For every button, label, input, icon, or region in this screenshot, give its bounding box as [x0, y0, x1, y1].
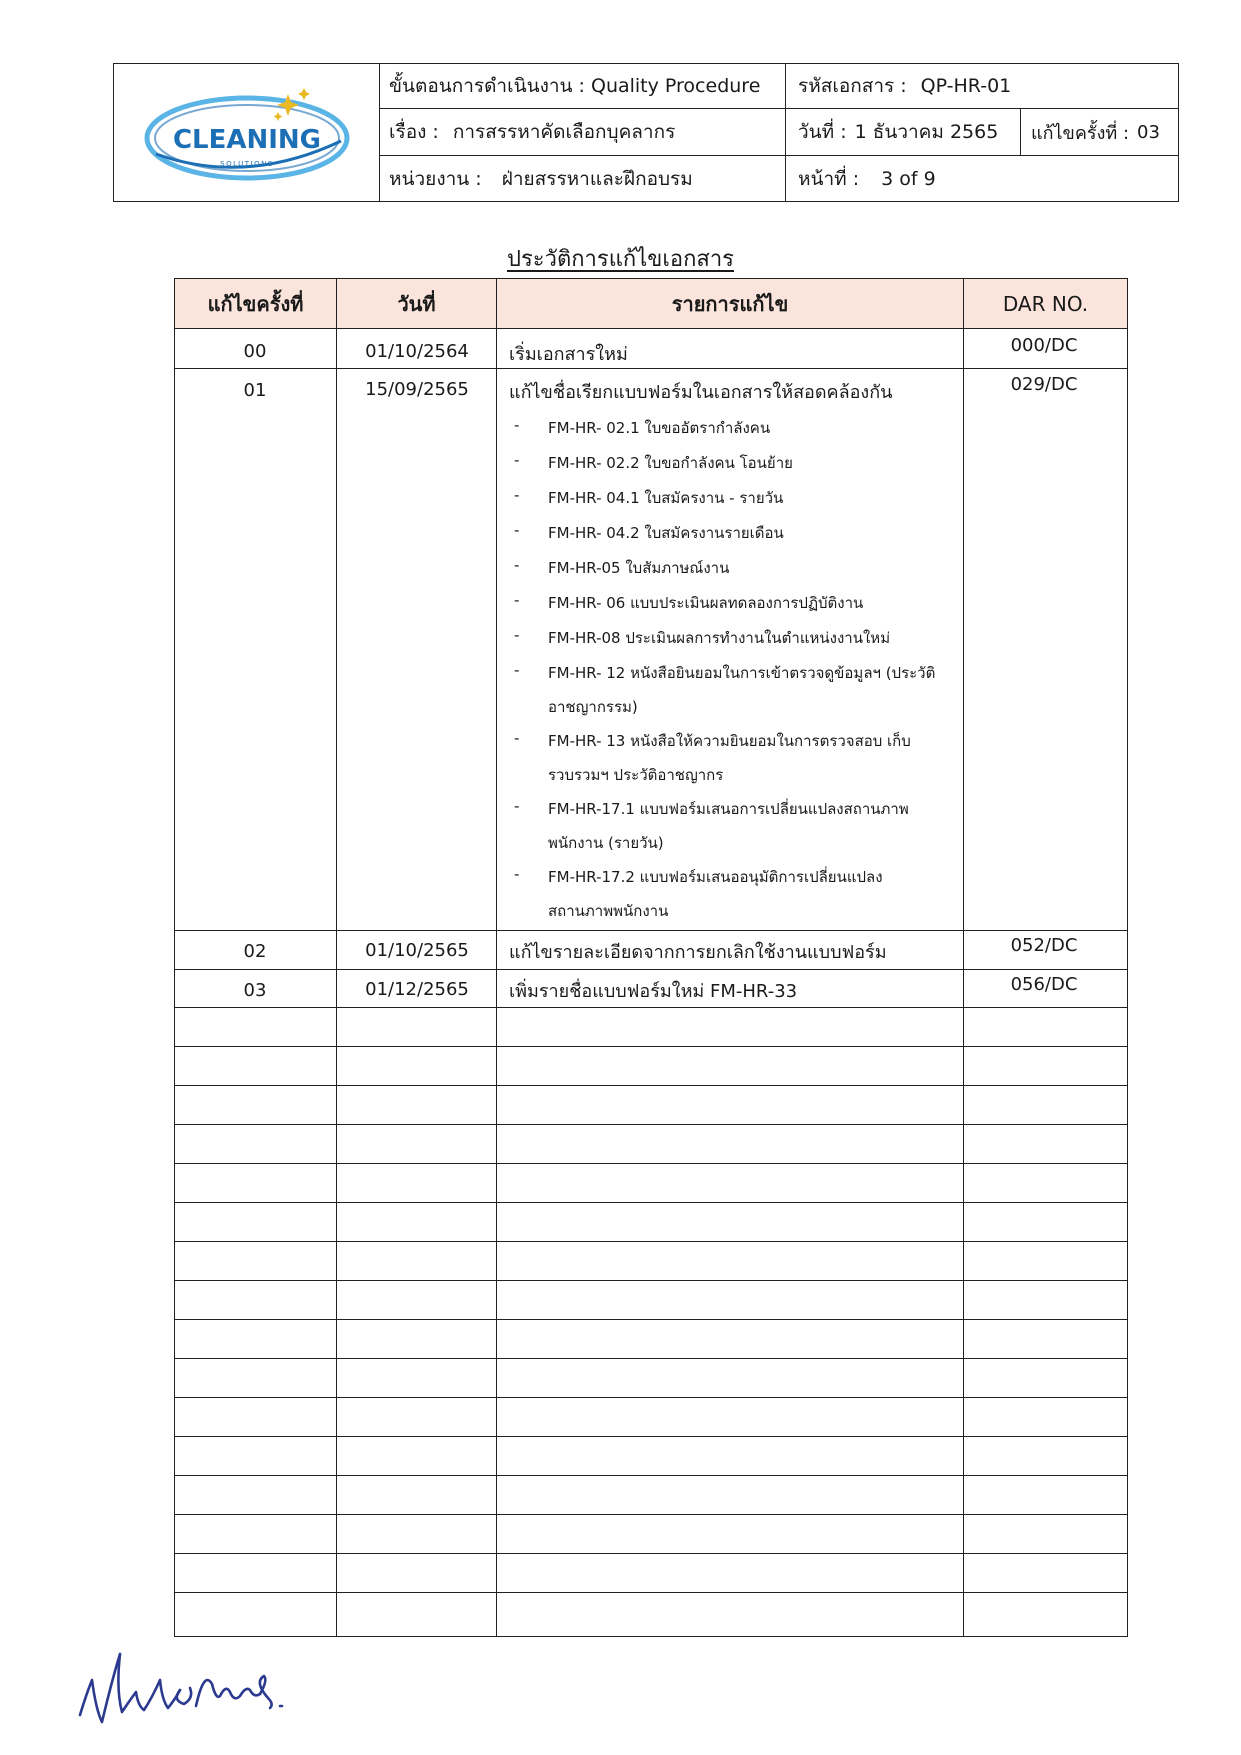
row-divider	[175, 1592, 1127, 1593]
handwritten-signature	[72, 1640, 292, 1735]
doc-code-label: รหัสเอกสาร :	[798, 75, 907, 97]
row-divider	[175, 1553, 1127, 1554]
row-01-date: 15/09/2565	[365, 379, 469, 400]
page-label: หน้าที่ :	[798, 167, 860, 190]
row-divider	[175, 1358, 1127, 1359]
doc-code-value: QP-HR-01	[920, 75, 1012, 97]
row-01-revision: 01	[243, 380, 267, 401]
row-00-revision: 00	[243, 341, 267, 362]
row-divider	[175, 1397, 1127, 1398]
procedure-type: ขั้นตอนการดำเนินงาน : Quality Procedure	[379, 64, 786, 108]
page-cell	[786, 156, 1178, 201]
row-divider	[175, 969, 1127, 970]
row-03-revision: 03	[243, 980, 267, 1001]
header-row-2	[379, 109, 1178, 156]
row-03-date: 01/12/2565	[365, 979, 469, 1000]
revision-cell	[1021, 109, 1178, 155]
row-divider	[175, 1085, 1127, 1086]
subject-cell	[379, 109, 786, 155]
date-cell	[786, 109, 1021, 155]
row-00-dar: 000/DC	[1010, 335, 1078, 356]
header-row-1	[379, 64, 1178, 109]
row-divider	[175, 1163, 1127, 1164]
row-divider	[175, 368, 1127, 369]
col-header-date: วันที่	[337, 279, 497, 329]
logo-cell	[114, 64, 380, 201]
row-divider	[175, 1280, 1127, 1281]
page-title: ประวัติการแก้ไขเอกสาร	[507, 247, 734, 272]
logo-tagline: SOLUTIONS	[220, 160, 274, 168]
row-divider	[175, 1436, 1127, 1437]
date-value: 1 ธันวาคม 2565	[854, 121, 999, 143]
row-01-description: แก้ไขชื่อเรียกแบบฟอร์มในเอกสารให้สอดคล้องกัน	[509, 382, 893, 403]
row-00-description: เริ่มเอกสารใหม่	[509, 344, 628, 365]
department-value: ฝ่ายสรรหาและฝึกอบรม	[501, 167, 693, 190]
row-divider	[175, 1475, 1127, 1476]
col-header-dar: DAR NO.	[964, 279, 1127, 329]
subject-label: เรื่อง :	[389, 121, 439, 143]
row-01-dar: 029/DC	[1010, 374, 1078, 395]
revision-history-table: แก้ไขครั้งที่ วันที่ รายการแก้ไข DAR NO. 00 01/10/2564 เริ่มเอกสารใหม่ 000/DC 01 15/09/2565 แก้ไขชื่อเรียกแบบฟอร์มในเอกสารให้สอดคล้องกัน 029/DC - FM-HR- 02.1 ใบขออัตรากำลังคน - FM-HR- 02.2 ใบขอกำลังคน โอนย้าย - FM-HR- 04.1 ใบสมัครงาน - รายวัน - FM-HR- 04.2 ใบสมัครงานรายเดือน - FM-HR-05 ใบสัมภาษณ์งาน - FM-HR- 06 แบบประเมินผลทดลองการปฏิบัติงาน - FM-HR-08 ประเมินผลการทำงานในตำแหน่งงานใหม่ - FM-HR- 12 หนังสือยินยอมในการเข้าตรวจดูข้อมูลฯ (ประวัติ อาชญากรรม) - FM-HR- 13 หนังสือให้ความยินยอมในการตรวจสอบ เก็บ รวบรวมฯ ประวัติอาชญากร - FM-HR-17.1 แบบฟอร์มเสนอการเปลี่ยนแปลงสถานภาพ พนักงาน (รายวัน) - FM-HR-17.2 แบบฟอร์มเสนออนุมัติการเปลี่ยนแปลง สถานภาพพนักงาน 02 01/10/2565 แก้ไขรายละเอียดจากการยกเลิกใช้งานแบบฟอร์ม 052/DC 03 01/12/2565 เพิ่มรายชื่อแบบฟอร์มใหม่ FM-HR-33 056/DC	[174, 278, 1128, 1637]
revision-label: แก้ไขครั้งที่ :	[1031, 122, 1130, 144]
row-02-revision: 02	[243, 941, 267, 962]
subject-value: การสรรหาคัดเลือกบุคลากร	[452, 121, 676, 143]
row-divider	[175, 1319, 1127, 1320]
row-divider	[175, 930, 1127, 931]
row-03-description: เพิ่มรายชื่อแบบฟอร์มใหม่ FM-HR-33	[509, 981, 798, 1002]
date-label: วันที่ :	[798, 121, 847, 143]
row-02-date: 01/10/2565	[365, 940, 469, 961]
row-02-dar: 052/DC	[1010, 935, 1078, 956]
row-divider	[175, 1241, 1127, 1242]
page-value: 3 of 9	[881, 167, 936, 190]
row-divider	[175, 1514, 1127, 1515]
col-header-revision: แก้ไขครั้งที่	[175, 279, 337, 329]
document-header	[113, 63, 1179, 202]
row-00-date: 01/10/2564	[365, 341, 469, 362]
company-logo	[136, 86, 358, 186]
row-03-dar: 056/DC	[1010, 974, 1078, 995]
revision-value: 03	[1137, 121, 1160, 143]
row-02-description: แก้ไขรายละเอียดจากการยกเลิกใช้งานแบบฟอร์ม	[509, 942, 887, 963]
header-row-3	[379, 156, 1178, 201]
row-divider	[175, 1124, 1127, 1125]
doc-code-cell	[786, 64, 1178, 108]
row-divider	[175, 1202, 1127, 1203]
logo-wordmark: CLEANING	[172, 125, 322, 155]
row-divider	[175, 1046, 1127, 1047]
row-divider	[175, 1007, 1127, 1008]
department-cell	[379, 156, 786, 201]
department-label: หน่วยงาน :	[389, 167, 482, 190]
col-header-description: รายการแก้ไข	[497, 279, 964, 329]
